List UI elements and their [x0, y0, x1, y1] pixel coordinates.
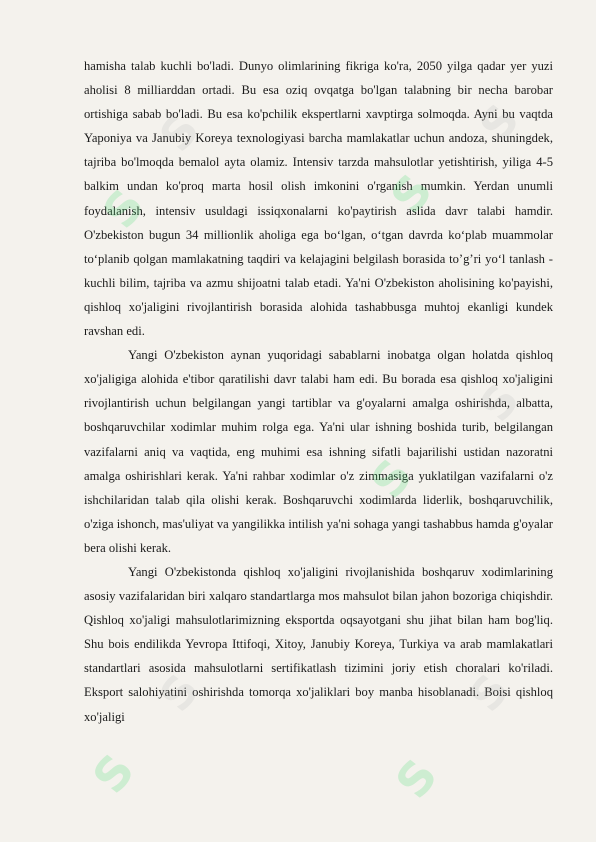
watermark-mark: S: [460, 660, 524, 722]
watermark-mark: S: [470, 90, 534, 152]
watermark-mark: S: [150, 660, 214, 722]
body-text: [84, 54, 553, 729]
watermark-mark: S: [92, 174, 159, 239]
watermark-mark: S: [82, 739, 149, 804]
paragraph-2: Yangi O'zbekiston aynan yuqoridagi sabablarni inobatga olgan holatda qishloq xo'jaligiga alohida e'tibor qaratilishi davr talabi ham edi. Bu borada esa qishloq xo'jaligini rivojlantirish uchun belgilangan yangi tartiblar va g'oyalarni amalga oshirishda, albatta, boshqaruvchilar xodimlar muhim rolga ega. Ya'ni ular ishning boshida turib, belgilangan vazifalarni aniq va vaqtida, eng muhimi esa ishning sifatli bajarilishi ustidan nazoratni amalga oshirishlari kerak. Ya'ni rahbar xodimlar o'z zimmasiga yuklatilgan vazifalarni o'z ishchilaridan talab qila olishi kerak. Boshqaruvchi xodimlarda liderlik, boshqaruvchilik, o'ziga ishonch, mas'uliyat va yangilikka intilish ya'ni sohaga yangi tashabbus hamda g'oyalar bera olishi kerak.: [84, 348, 553, 555]
watermark-mark: S: [380, 159, 447, 224]
watermark-mark: S: [385, 744, 452, 809]
watermark-mark: S: [470, 370, 534, 432]
paragraph-1: hamisha talab kuchli bo'ladi. Dunyo olimlarining fikriga ko'ra, 2050 yilga qadar yer yuzi aholisi 8 milliarddan ortadi. Bu esa oziq ovqatga bo'lgan talabning bir necha barobar ortishiga sabab bo'ladi. Bu esa ko'pchilik ekspertlarni xavptirga solmoqda. Ayni bu vaqtda Yaponiya va Janubiy Koreya texnologiyasi barcha mamlakatlar uchun andoza, shuningdek, tajriba bo'lmoqda bemalol ayta olamiz. Intensiv tarzda mahsulotlar yetishtirish, yiliga 4-5 balkim undan ko'proq marta hosil olish imkonini o'rganish mumkin. Yerdan unumli foydalanish, intensiv usuldagi issiqxonalarni ko'paytirish aslida davr talabi hamdir. O'zbekiston bugun 34 millionlik aholiga ega bo‘lgan, o‘tgan davrda ko‘plab muammolar to‘planib qolgan mamlakatning taqdiri va kelajagini belgilash borasida to’g’ri yo‘l tanlash - kuchli bilim, tajriba va azmu shijoatni talab etadi. Ya'ni O'zbekiston aholisining ko'payishi, qishloq xo'jaligini rivojlantirish borasida alohida tashabbusga muhtoj ekanligi kundek ravshan edi.: [84, 59, 553, 339]
watermark-mark: S: [150, 100, 214, 162]
paragraph-3: Yangi O'zbekistonda qishloq xo'jaligini rivojlanishida boshqaruv xodimlarining asosiy vazifalaridan biri xalqaro standartlarga mos mahsulot bilan jahon bozoriga chiqishdir. Qishloq xo'jaligi mahsulotlarimizning eksportda oqsayotgani shu jihat bilan ham bog'liq. Shu bois endilikda Yevropa Ittifoqi, Xitoy, Janubiy Koreya, Turkiya va arab mamlakatlari standartlari asosida mahsulotlarni sertifikatlash tizimini joriy etish choralari ko'riladi. Eksport salohiyatini oshirishda tomorqa xo'jaliklari boy manba hisoblanadi. Boisi qishloq xo'jaligi: [84, 564, 553, 724]
watermark-mark: S: [360, 444, 427, 509]
